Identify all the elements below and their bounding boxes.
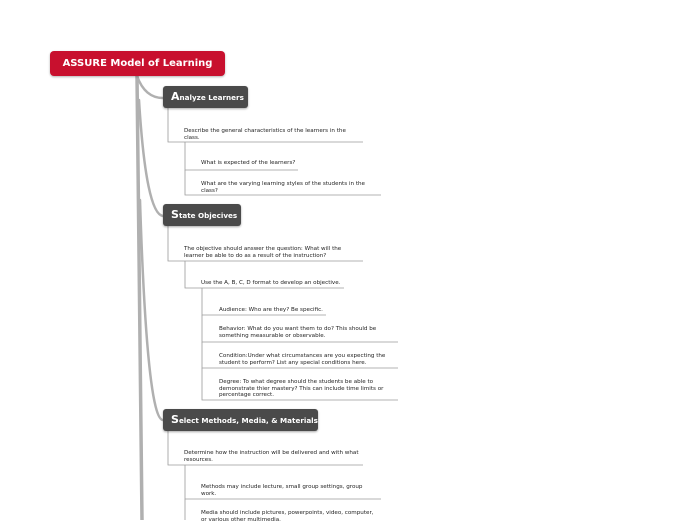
leaf-text: Use the A, B, C, D format to develop an objective. [201, 280, 341, 286]
leaf-node[interactable] [184, 128, 359, 141]
leaf-text: Degree: To what degree should the students be able to demonstrate thier mastery? This can include time limits or percentage correct. [219, 379, 384, 399]
root-node[interactable] [50, 51, 225, 76]
leaf-text: Media should include pictures, powerpoints, video, computer, or various other multimedia. [201, 510, 374, 523]
branch-label: elect Methods, Media, & Materials [178, 416, 318, 425]
connector-select [140, 200, 163, 420]
leaf-node[interactable] [201, 510, 376, 523]
leaf-text: Audience: Who are they? Be specific. [219, 307, 323, 313]
branch-initial: S [171, 413, 179, 426]
leaf-text: Methods may include lecture, small group settings, group work. [201, 484, 363, 497]
leaf-text: Condition:Under what circumstances are you expecting the student to perform? List any special conditions here. [219, 353, 386, 366]
leaf-node[interactable] [184, 246, 359, 259]
branch-select-methods[interactable] [163, 409, 318, 431]
leaf-node[interactable] [219, 307, 339, 314]
leaf-text: Determine how the instruction will be delivered and with what resources. [184, 450, 359, 463]
branch-analyze-learners[interactable] [163, 86, 248, 108]
leaf-text: The objective should answer the question: What will the learner be able to do as a result of the instruction? [184, 246, 342, 259]
branch-label: tate Objecives [178, 211, 238, 220]
branch-label: nalyze Learners [179, 93, 244, 102]
root-label: ASSURE Model of Learning [62, 58, 213, 69]
branch-initial: A [171, 90, 180, 103]
leaf-node[interactable] [201, 181, 376, 194]
leaf-text: What is expected of the learners? [201, 160, 296, 166]
connector-state [139, 100, 163, 216]
leaf-node[interactable] [184, 450, 359, 463]
leaf-text: Describe the general characteristics of the learners in the class. [184, 128, 346, 141]
leaf-node[interactable] [201, 280, 361, 287]
leaf-node[interactable] [201, 484, 376, 497]
leaf-node[interactable] [201, 160, 311, 167]
branch-initial: S [171, 208, 179, 221]
leaf-text: What are the varying learning styles of the students in the class? [201, 181, 365, 194]
branch-state-objectives[interactable] [163, 204, 241, 226]
leaf-node[interactable] [219, 326, 394, 339]
leaf-text: Behavior: What do you want them to do? This should be something measurable or observable. [219, 326, 377, 339]
leaf-node[interactable] [219, 379, 394, 399]
connector-analyze [137, 76, 163, 98]
leaf-node[interactable] [219, 353, 394, 366]
